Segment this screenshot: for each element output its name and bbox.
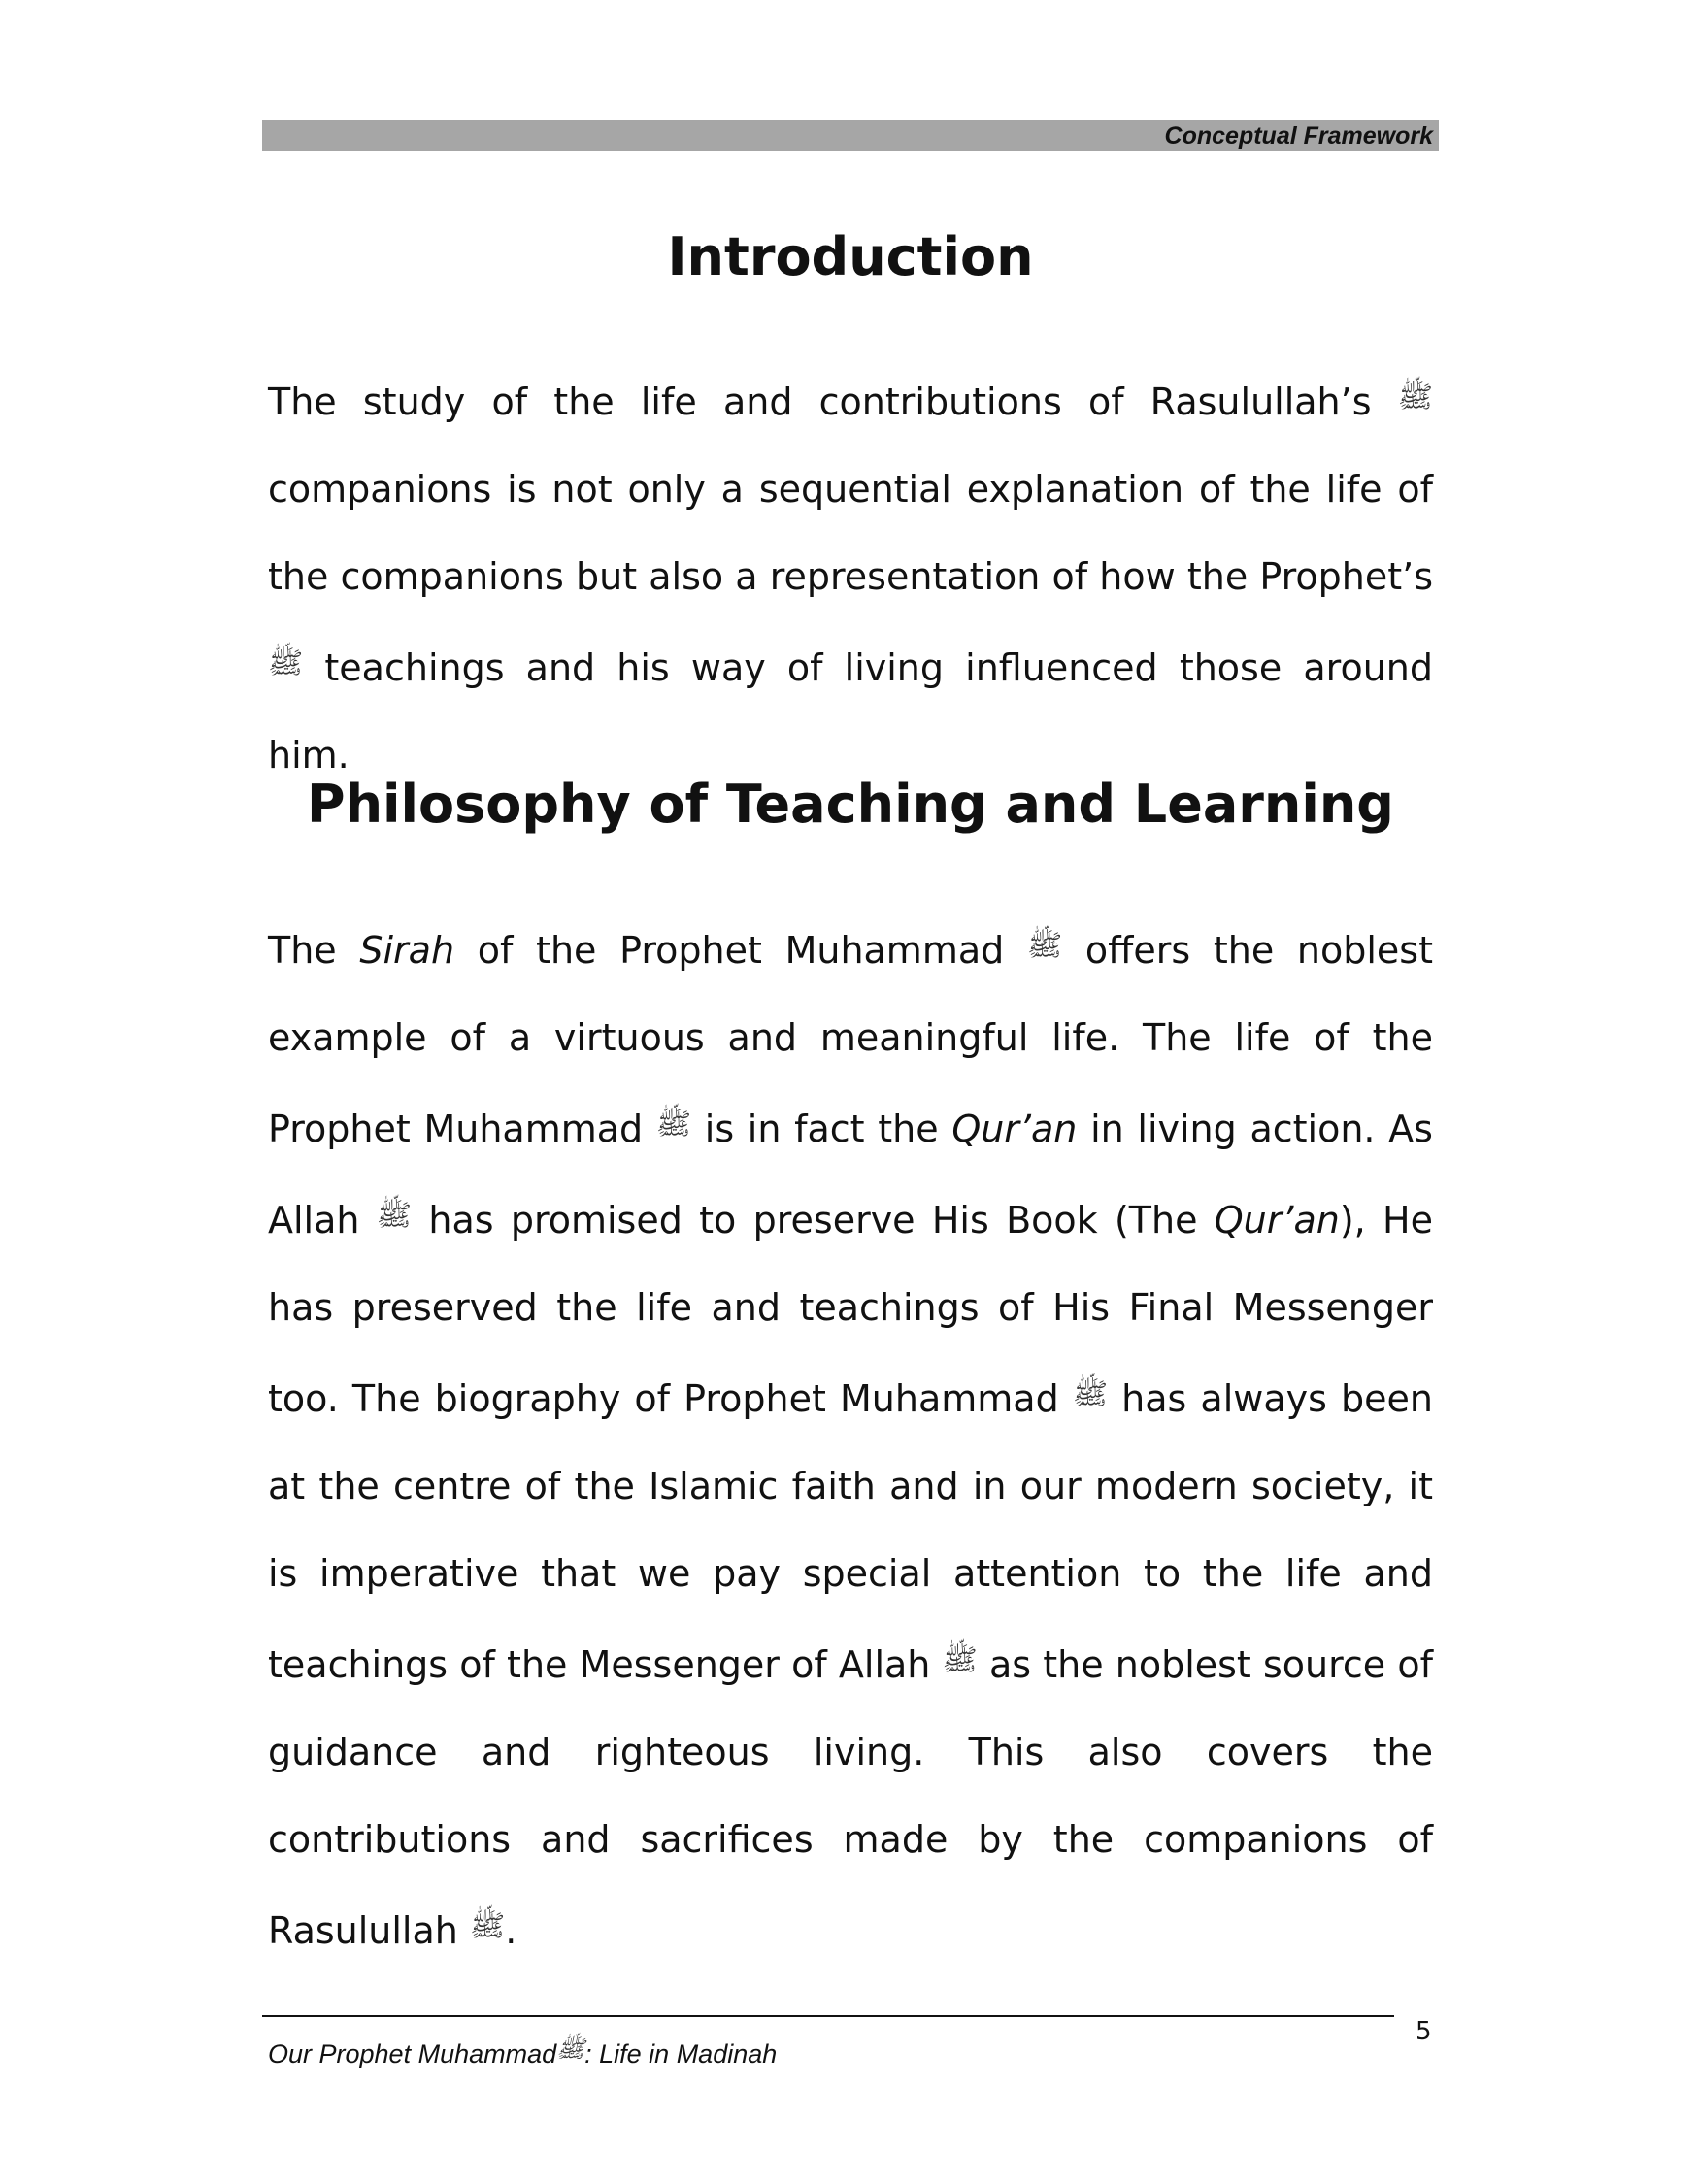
text-run: of the Prophet Muhammad xyxy=(454,929,1005,972)
honorific-icon: ﷺ xyxy=(268,646,304,680)
text-run: The xyxy=(268,929,360,972)
footer-title-end: : Life in Madinah xyxy=(584,2039,778,2068)
text-run: in living action. As Allah xyxy=(268,1108,1433,1241)
honorific-icon: ﷺ xyxy=(942,1643,978,1677)
text-run: has always been at the centre of the Islamic faith and in our modern society, it is imperative that we pay special attention to the life and teachings of the Messenger of Allah xyxy=(268,1377,1433,1686)
running-head: Conceptual Framework xyxy=(1164,122,1433,149)
text-run: The study of the life and contributions of Rasulullah’s xyxy=(268,381,1372,423)
italic-term-quran: Qur’an xyxy=(1214,1199,1340,1241)
honorific-icon: ﷺ xyxy=(469,1909,506,1943)
honorific-icon: ﷺ xyxy=(655,1108,692,1142)
text-run: ), He has preserved the life and teachings of His Final Messenger too. The biography of Prophet Muhammad xyxy=(268,1199,1434,1420)
header-bar xyxy=(262,120,1439,151)
text-run: is in fact the xyxy=(704,1108,952,1150)
heading-philosophy: Philosophy of Teaching and Learning xyxy=(307,774,1394,835)
paragraph-philosophy xyxy=(268,903,1433,1974)
page-number: 5 xyxy=(1416,2017,1432,2046)
honorific-icon: ﷺ xyxy=(556,2036,585,2063)
heading-introduction: Introduction xyxy=(667,226,1034,287)
text-run: as the noblest source of guidance and righteous living. This also covers the contributions and sacrifices made by the companions of Rasulullah xyxy=(268,1643,1433,1952)
honorific-icon: ﷺ xyxy=(376,1199,413,1233)
text-run: . xyxy=(505,1909,517,1952)
text-run: has promised to preserve His Book (The xyxy=(428,1199,1215,1241)
honorific-icon: ﷺ xyxy=(1397,381,1433,414)
honorific-icon: ﷺ xyxy=(1026,929,1063,963)
text-run: companions is not only a sequential explanation of the life of the companions but also a representation of how the Prophet’s xyxy=(268,468,1433,598)
paragraph-introduction xyxy=(268,354,1433,799)
italic-term-quran: Qur’an xyxy=(951,1108,1078,1150)
footer-book-title xyxy=(268,2035,777,2069)
footer-rule xyxy=(262,2015,1394,2017)
text-run: teachings and his way of living influenced those around him. xyxy=(268,646,1433,777)
footer-title-start: Our Prophet Muhammad xyxy=(268,2039,557,2068)
honorific-icon: ﷺ xyxy=(1072,1377,1109,1411)
text-run: offers the noblest example of a virtuous and meaningful life. The life of the Prophet Muhammad xyxy=(268,929,1433,1150)
italic-term-sirah: Sirah xyxy=(359,929,455,972)
